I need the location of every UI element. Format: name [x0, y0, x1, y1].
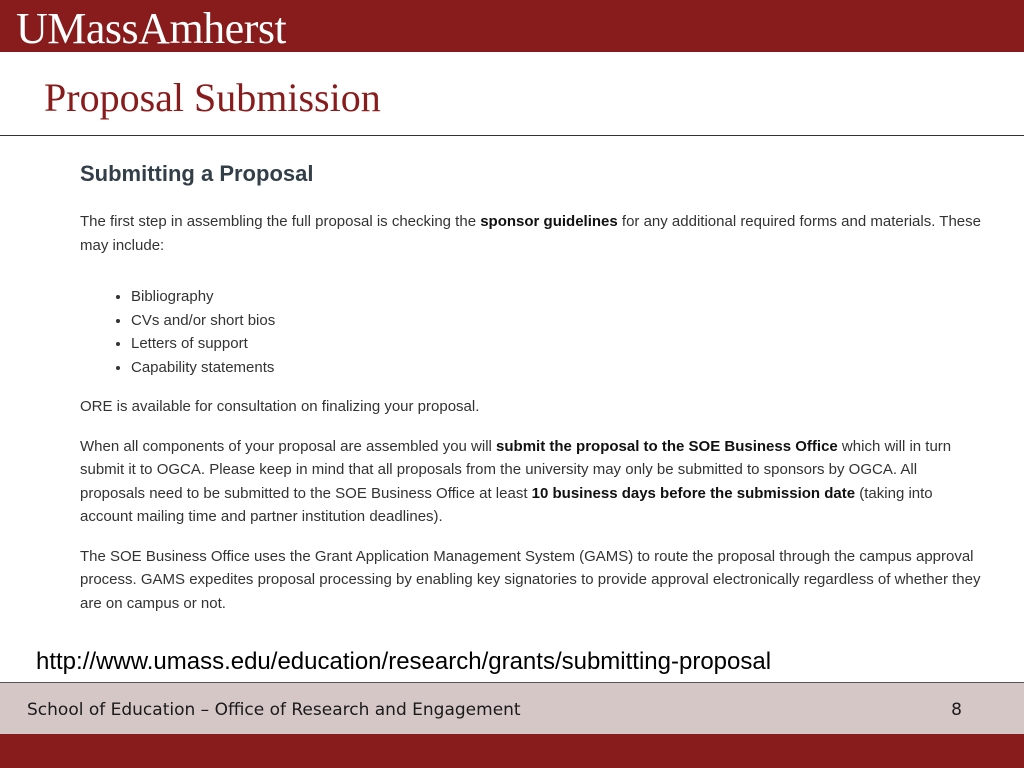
required-materials-list	[80, 285, 985, 379]
top-brand-bar	[0, 0, 1024, 52]
title-divider	[0, 135, 1024, 136]
list-item: • Bibliography	[131, 285, 985, 309]
intro-paragraph	[80, 210, 985, 257]
list-item: • Capability statements	[131, 356, 985, 380]
submission-paragraph	[80, 435, 985, 529]
footer-band	[0, 682, 1024, 734]
submission-text-2: which will in turn submit it to OGCA. Please keep in mind that all proposals from the university may only be submitted to sponsors by OGCA. All proposals need to be submitted to the SOE Business Office at least	[80, 437, 952, 502]
intro-text-start: The first step in assembling the full proposal is checking the	[80, 213, 481, 230]
deadline-bold: 10 business days before the submission date	[531, 484, 856, 502]
intro-text-end: for any additional required forms and materials. These may include:	[80, 213, 981, 254]
page-number: 8	[951, 700, 962, 720]
submission-text-1: When all components of your proposal are assembled you will	[80, 437, 497, 455]
footer-text: School of Education – Office of Research and Engagement	[27, 700, 521, 720]
content-heading: Submitting a Proposal	[80, 161, 314, 186]
page-content	[80, 160, 985, 631]
list-item: • CVs and/or short bios	[131, 309, 985, 333]
submission-text-3: (taking into account mailing time and partner institution deadlines).	[80, 484, 933, 525]
submit-to-soe-bold: submit the proposal to the SOE Business Office	[496, 437, 838, 455]
consultation-paragraph: ORE is available for consultation on finalizing your proposal.	[80, 398, 480, 415]
source-url: http://www.umass.edu/education/research/grants/submitting-proposal	[36, 648, 772, 675]
slide-title: Proposal Submission	[44, 75, 381, 120]
list-item: • Letters of support	[131, 332, 985, 356]
bottom-brand-bar	[0, 734, 1024, 768]
umass-amherst-logo: UMassAmherst	[16, 7, 287, 52]
sponsor-guidelines-bold: sponsor guidelines	[480, 213, 618, 230]
gams-paragraph: The SOE Business Office uses the Grant Application Management System (GAMS) to route the proposal through the campus approval process. GAMS expedites proposal processing by enabling key signatories to provide approval electronically regardless of whether they are on campus or not.	[80, 547, 981, 612]
